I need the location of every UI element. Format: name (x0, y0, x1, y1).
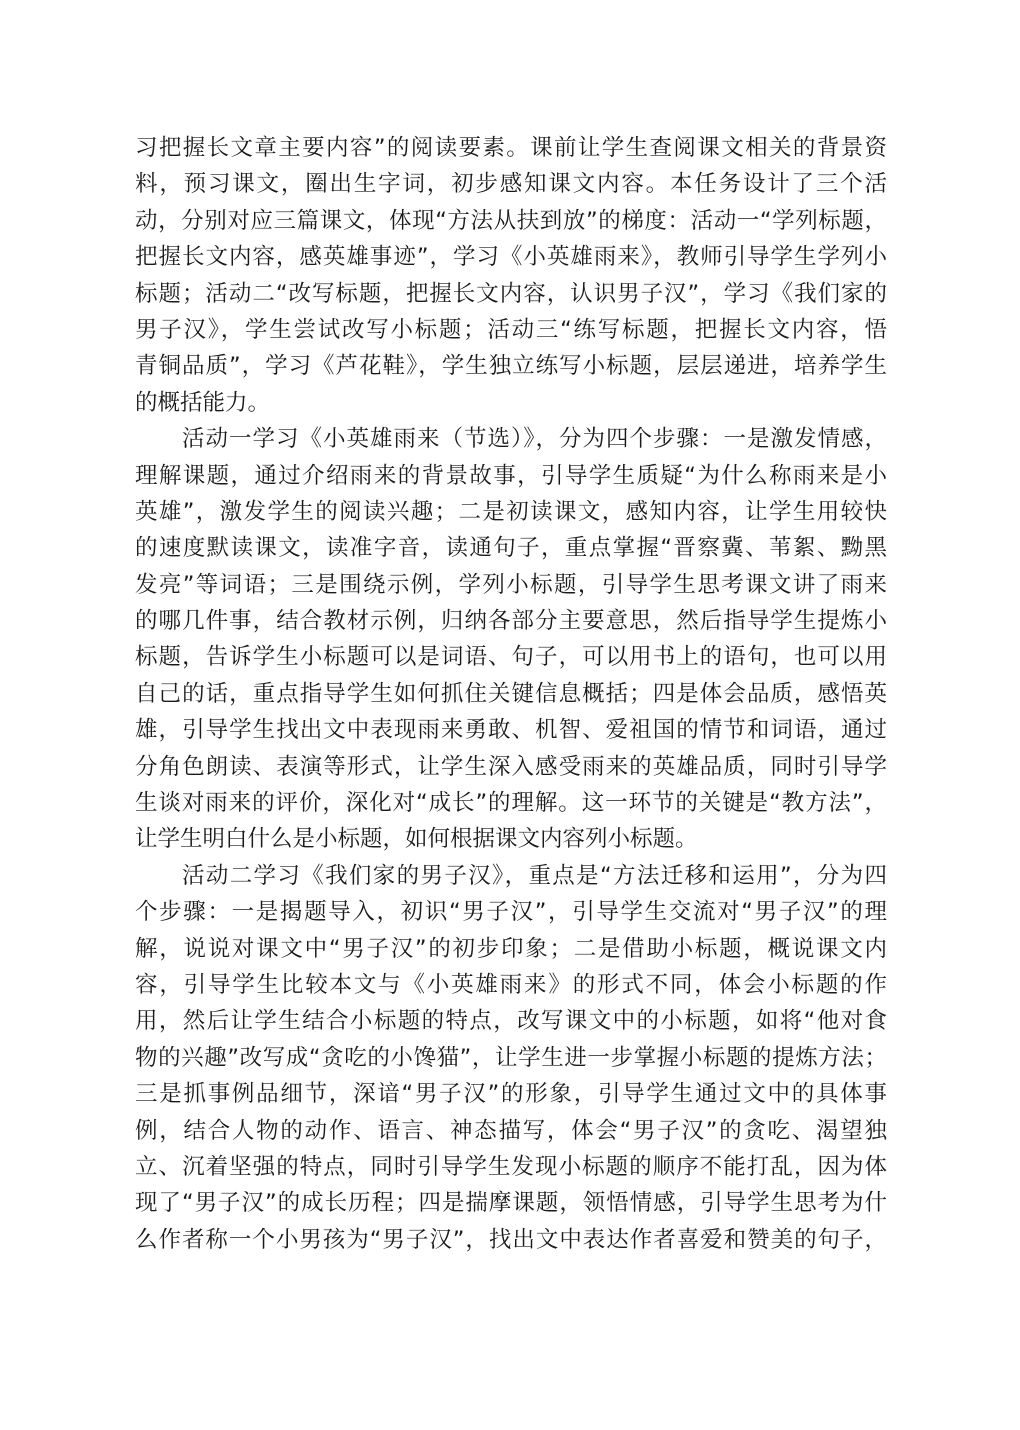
text-line: 标题；活动二“改写标题，把握长文内容，认识男子汉”，学习《我们家的 (135, 280, 887, 307)
text-line: 男子汉》，学生尝试改写小标题；活动三“练写标题，把握长文内容，悟 (135, 316, 887, 343)
text-line: 现了“男子汉”的成长历程；四是揣摩课题，领悟情感，引导学生思考为什 (135, 1190, 887, 1217)
text-line: 么作者称一个小男孩为“男子汉”，找出文中表达作者喜爱和赞美的句子， (135, 1226, 887, 1253)
text-line: 英雄”，激发学生的阅读兴趣；二是初读课文，感知内容，让学生用较快 (135, 498, 887, 525)
text-line: 把握长文内容，感英雄事迹”，学习《小英雄雨来》，教师引导学生学列小 (135, 244, 887, 271)
paragraph-end-line: 的概括能力。 (135, 389, 271, 416)
text-line: 习把握长文章主要内容”的阅读要素。课前让学生查阅课文相关的背景资 (135, 135, 887, 161)
text-line: 青铜品质”，学习《芦花鞋》，学生独立练写小标题，层层递进，培养学生 (135, 353, 887, 380)
text-line: 标题，告诉学生小标题可以是词语、句子，可以用书上的语句，也可以用 (135, 644, 887, 671)
text-line: 的速度默读课文，读准字音，读通句子，重点掌握“晋察冀、苇絮、黝黑 (135, 535, 887, 562)
text-line: 容，引导学生比较本文与《小英雄雨来》的形式不同，体会小标题的作 (135, 971, 887, 998)
text-line: 自己的话，重点指导学生如何抓住关键信息概括；四是体会品质，感悟英 (135, 680, 887, 707)
text-line: 物的兴趣”改写成“贪吃的小馋猫”，让学生进一步掌握小标题的提炼方法； (135, 1044, 887, 1071)
body-text (135, 130, 887, 1258)
text-line: 分角色朗读、表演等形式，让学生深入感受雨来的英雄品质，同时引导学 (135, 753, 887, 780)
text-line: 动，分别对应三篇课文，体现“方法从扶到放”的梯度：活动一“学列标题， (135, 207, 887, 234)
paragraph-end-line: 让学生明白什么是小标题，如何根据课文内容列小标题。 (135, 826, 698, 853)
text-line: 发亮”等词语；三是围绕示例，学列小标题，引导学生思考课文讲了雨来 (135, 571, 887, 598)
text-line: 个步骤：一是揭题导入，初识“男子汉”，引导学生交流对“男子汉”的理 (135, 899, 887, 926)
text-line: 三是抓事例品细节，深谙“男子汉”的形象，引导学生通过文中的具体事 (135, 1081, 887, 1108)
text-line: 例，结合人物的动作、语言、神态描写，体会“男子汉”的贪吃、渴望独 (135, 1117, 887, 1144)
text-line: 雄，引导学生找出文中表现雨来勇敢、机智、爱祖国的情节和词语，通过 (135, 717, 887, 744)
paragraph-start-line: 活动二学习《我们家的男子汉》，重点是“方法迁移和运用”，分为四 (182, 862, 887, 889)
text-line: 料，预习课文，圈出生字词，初步感知课文内容。本任务设计了三个活 (135, 171, 887, 198)
text-line: 理解课题，通过介绍雨来的背景故事，引导学生质疑“为什么称雨来是小 (135, 462, 887, 489)
text-line: 生谈对雨来的评价，深化对“成长”的理解。这一环节的关键是“教方法”， (135, 790, 887, 817)
text-line: 用，然后让学生结合小标题的特点，改写课文中的小标题，如将“他对食 (135, 1008, 887, 1035)
paragraph-start-line: 活动一学习《小英雄雨来（节选）》，分为四个步骤：一是激发情感， (182, 426, 887, 453)
text-line: 立、沉着坚强的特点，同时引导学生发现小标题的顺序不能打乱，因为体 (135, 1153, 887, 1180)
text-line: 的哪几件事，结合教材示例，归纳各部分主要意思，然后指导学生提炼小 (135, 608, 887, 635)
text-line: 解，说说对课文中“男子汉”的初步印象；二是借助小标题，概说课文内 (135, 935, 887, 962)
